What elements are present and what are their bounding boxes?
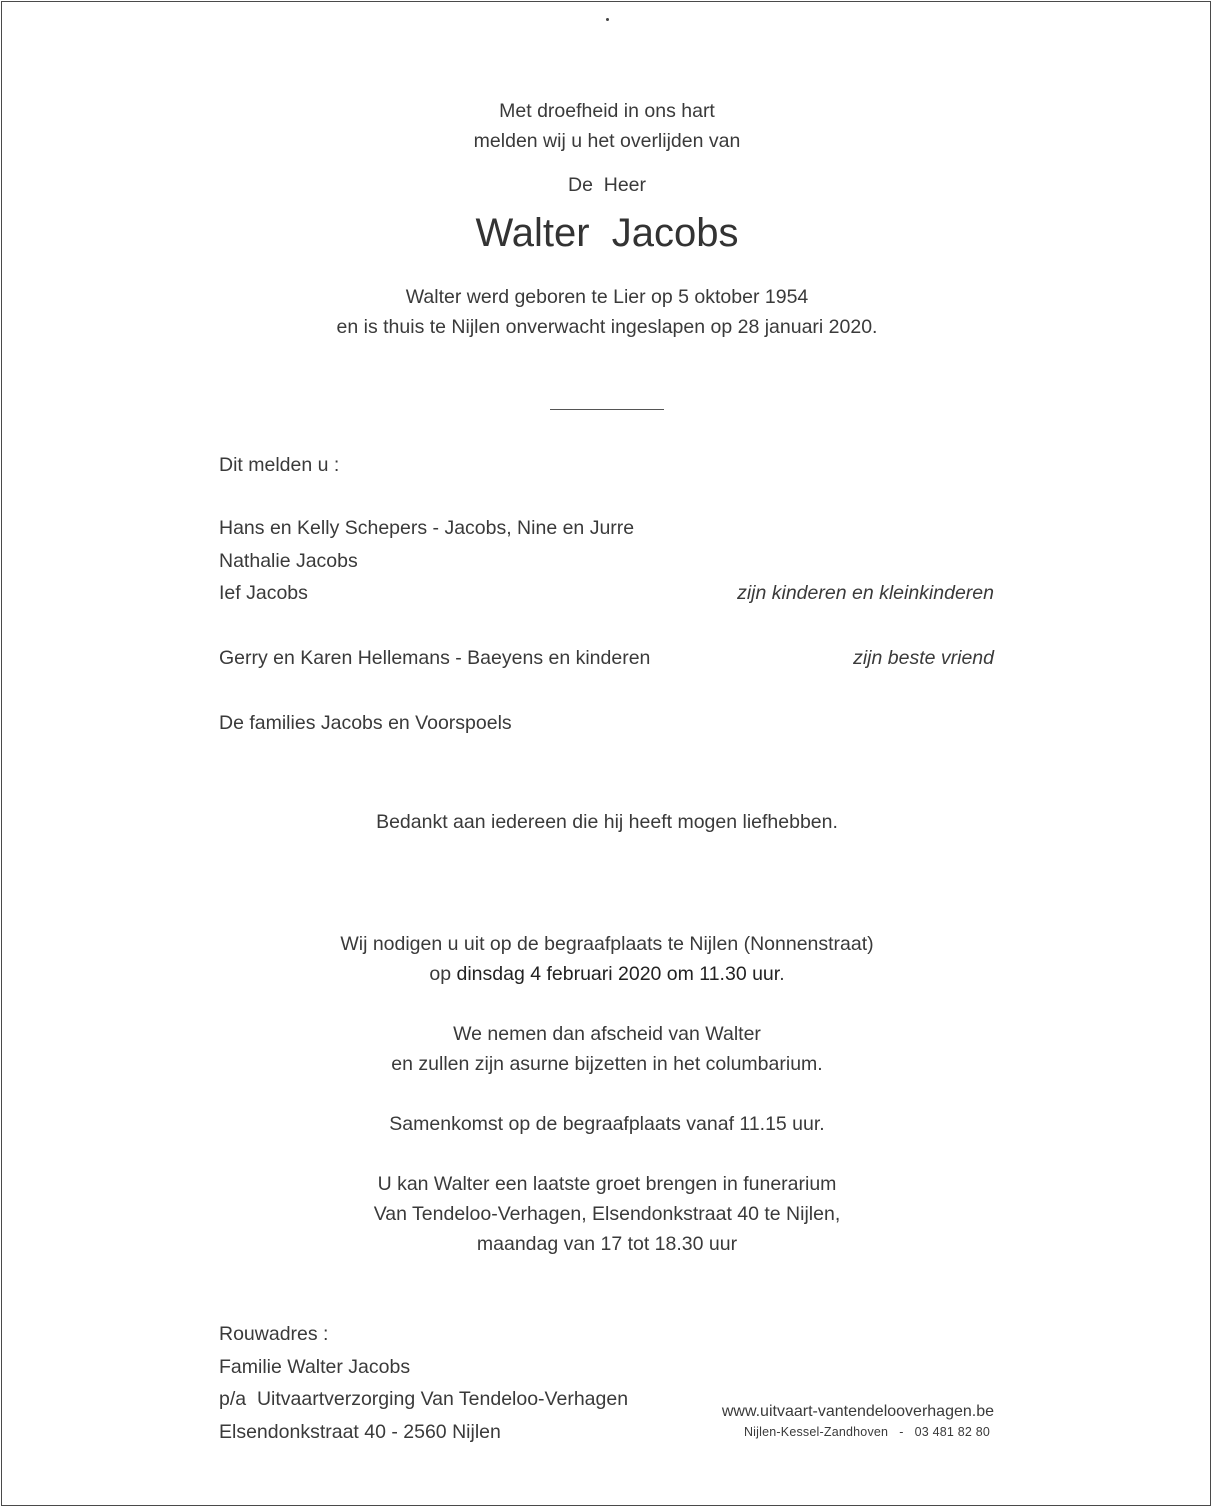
visit-line-3: maandag van 17 tot 18.30 uur (476, 1233, 738, 1255)
thanks-line: Bedankt aan iedereen die hij heeft mogen liefhebben. (376, 811, 838, 833)
deceased-name: Walter Jacobs (475, 211, 739, 255)
top-dot (606, 18, 609, 21)
farewell (0, 1019, 1214, 1079)
address-line-2: p/a Uitvaartverzorging Van Tendeloo-Verhagen (219, 1388, 629, 1410)
life-details (0, 282, 1214, 342)
farewell-line-2: en zullen zijn asurne bijzetten in het columbarium. (391, 1053, 823, 1075)
birth-line: Walter werd geboren te Lier op 5 oktober 1954 (405, 286, 809, 308)
visit-line-1: U kan Walter een laatste groet brengen in funerarium (377, 1173, 837, 1195)
separator-rule (550, 409, 664, 410)
friend-relation: zijn beste vriend (853, 647, 994, 669)
funeral-home-contact: Nijlen-Kessel-Zandhoven - 03 481 82 80 (743, 1425, 990, 1439)
announcers-heading: Dit melden u : (219, 454, 340, 476)
visit-line-2: Van Tendeloo-Verhagen, Elsendonkstraat 40 te Nijlen, (373, 1203, 841, 1225)
intro (0, 96, 1214, 156)
families-line: De families Jacobs en Voorspoels (219, 712, 512, 734)
child-line-2: Nathalie Jacobs (219, 549, 358, 572)
friend-line: Gerry en Karen Hellemans - Baeyens en kinderen (219, 647, 651, 669)
farewell-line-1: We nemen dan afscheid van Walter (453, 1023, 761, 1045)
child-line-1: Hans en Kelly Schepers - Jacobs, Nine en Jurre (219, 517, 635, 539)
invitation-line-2 (0, 959, 1214, 989)
mourning-address (219, 1318, 628, 1448)
invitation-date: dinsdag 4 februari 2020 om 11.30 uur (456, 963, 780, 985)
death-line: en is thuis te Nijlen onverwacht ingeslapen op 28 januari 2020. (336, 316, 878, 338)
address-heading: Rouwadres : (219, 1323, 329, 1345)
invitation-prefix: op (429, 963, 457, 985)
gathering-line: Samenkomst op de begraafplaats vanaf 11.15 uur. (389, 1113, 825, 1135)
children-relation: zijn kinderen en kleinkinderen (737, 582, 994, 604)
address-line-3: Elsendonkstraat 40 - 2560 Nijlen (219, 1420, 501, 1443)
invitation-suffix: . (779, 963, 785, 985)
address-line-1: Familie Walter Jacobs (219, 1355, 411, 1378)
children-list (219, 512, 634, 610)
intro-line-2: melden wij u het overlijden van (473, 130, 741, 152)
visit-info (0, 1169, 1214, 1259)
invitation-line-1: Wij nodigen u uit op de begraafplaats te Nijlen (Nonnenstraat) (340, 933, 874, 955)
funeral-home-website[interactable]: www.uitvaart-vantendelooverhagen.be (721, 1403, 994, 1420)
honorific: De Heer (567, 174, 647, 196)
invitation (0, 929, 1214, 989)
intro-line-1: Met droefheid in ons hart (499, 100, 715, 122)
child-line-3: Ief Jacobs (219, 582, 308, 604)
